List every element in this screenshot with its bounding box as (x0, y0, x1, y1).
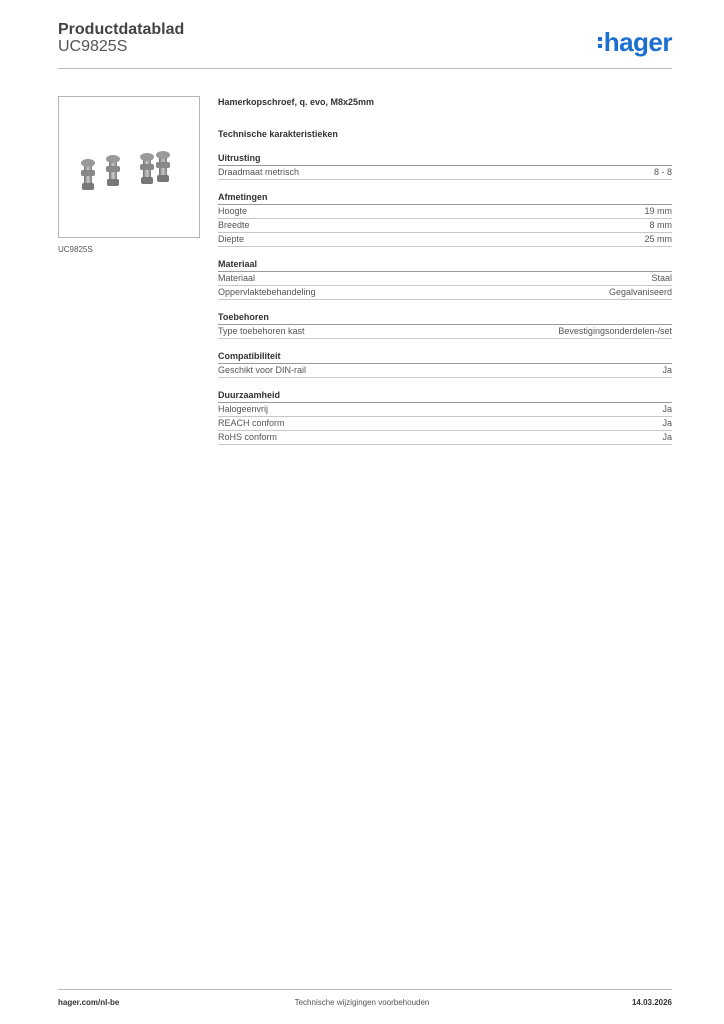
spec-value: Gegalvaniseerd (608, 287, 672, 297)
footer-website-link[interactable]: hager.com/nl-be (58, 998, 120, 1007)
spec-value: Bevestigingsonderdelen-/set (558, 326, 672, 336)
spec-row (218, 403, 672, 417)
spec-value: 8 - 8 (653, 167, 672, 177)
section-title: Compatibiliteit (218, 351, 672, 364)
spec-row (218, 286, 672, 300)
spec-value: Ja (662, 432, 672, 442)
spec-row (218, 205, 672, 219)
section-title: Uitrusting (218, 153, 672, 166)
spec-label: Materiaal (218, 273, 256, 283)
spec-label: Oppervlaktebehandeling (218, 287, 316, 297)
logo-text: hager (603, 27, 672, 57)
logo-dots-icon (598, 37, 602, 48)
spec-label: REACH conform (218, 418, 285, 428)
spec-value: 8 mm (649, 220, 672, 230)
spec-label: Diepte (218, 234, 245, 244)
spec-label: Type toebehoren kast (218, 326, 305, 336)
hammer-head-screws-photo-icon (59, 97, 199, 237)
spec-label: Geschikt voor DIN-rail (218, 365, 307, 375)
product-name: Hamerkopschroef, q. evo, M8x25mm (218, 97, 375, 107)
header-divider (58, 68, 672, 69)
spec-row (218, 166, 672, 180)
section-title: Duurzaamheid (218, 390, 672, 403)
spec-label: Halogeenvrij (218, 404, 269, 414)
spec-label: Draadmaat metrisch (218, 167, 300, 177)
spec-row (218, 272, 672, 286)
spec-row (218, 417, 672, 431)
section-title: Materiaal (218, 259, 672, 272)
section-title: Afmetingen (218, 192, 672, 205)
product-image (58, 96, 200, 238)
hager-logo (598, 27, 672, 58)
section-uitrusting (218, 153, 672, 180)
specs-title: Technische karakteristieken (218, 129, 338, 139)
section-compatibiliteit (218, 351, 672, 378)
spec-row (218, 325, 672, 339)
spec-value: Ja (662, 418, 672, 428)
spec-value: 25 mm (644, 234, 672, 244)
spec-value: Ja (662, 404, 672, 414)
screw-2 (106, 155, 120, 186)
spec-row (218, 364, 672, 378)
spec-row (218, 233, 672, 247)
spec-row (218, 431, 672, 445)
footer-date: 14.03.2026 (631, 998, 672, 1007)
spec-label: Breedte (218, 220, 250, 230)
screw-1 (81, 159, 95, 190)
footer-disclaimer: Technische wijzigingen voorbehouden (294, 998, 430, 1007)
section-toebehoren (218, 312, 672, 339)
spec-label: RoHS conform (218, 432, 278, 442)
spec-label: Hoogte (218, 206, 248, 216)
screw-4 (156, 151, 170, 182)
spec-value: Ja (662, 365, 672, 375)
spec-row (218, 219, 672, 233)
section-materiaal (218, 259, 672, 300)
product-specs (218, 97, 672, 445)
page-title: Productdatablad (58, 21, 185, 38)
spec-value: Staal (651, 273, 672, 283)
section-afmetingen (218, 192, 672, 247)
section-title: Toebehoren (218, 312, 672, 325)
footer-divider (58, 989, 672, 990)
screw-3 (140, 153, 154, 184)
product-code: UC9825S (58, 38, 128, 55)
spec-value: 19 mm (644, 206, 672, 216)
image-caption: UC9825S (58, 245, 93, 254)
section-duurzaamheid (218, 390, 672, 445)
